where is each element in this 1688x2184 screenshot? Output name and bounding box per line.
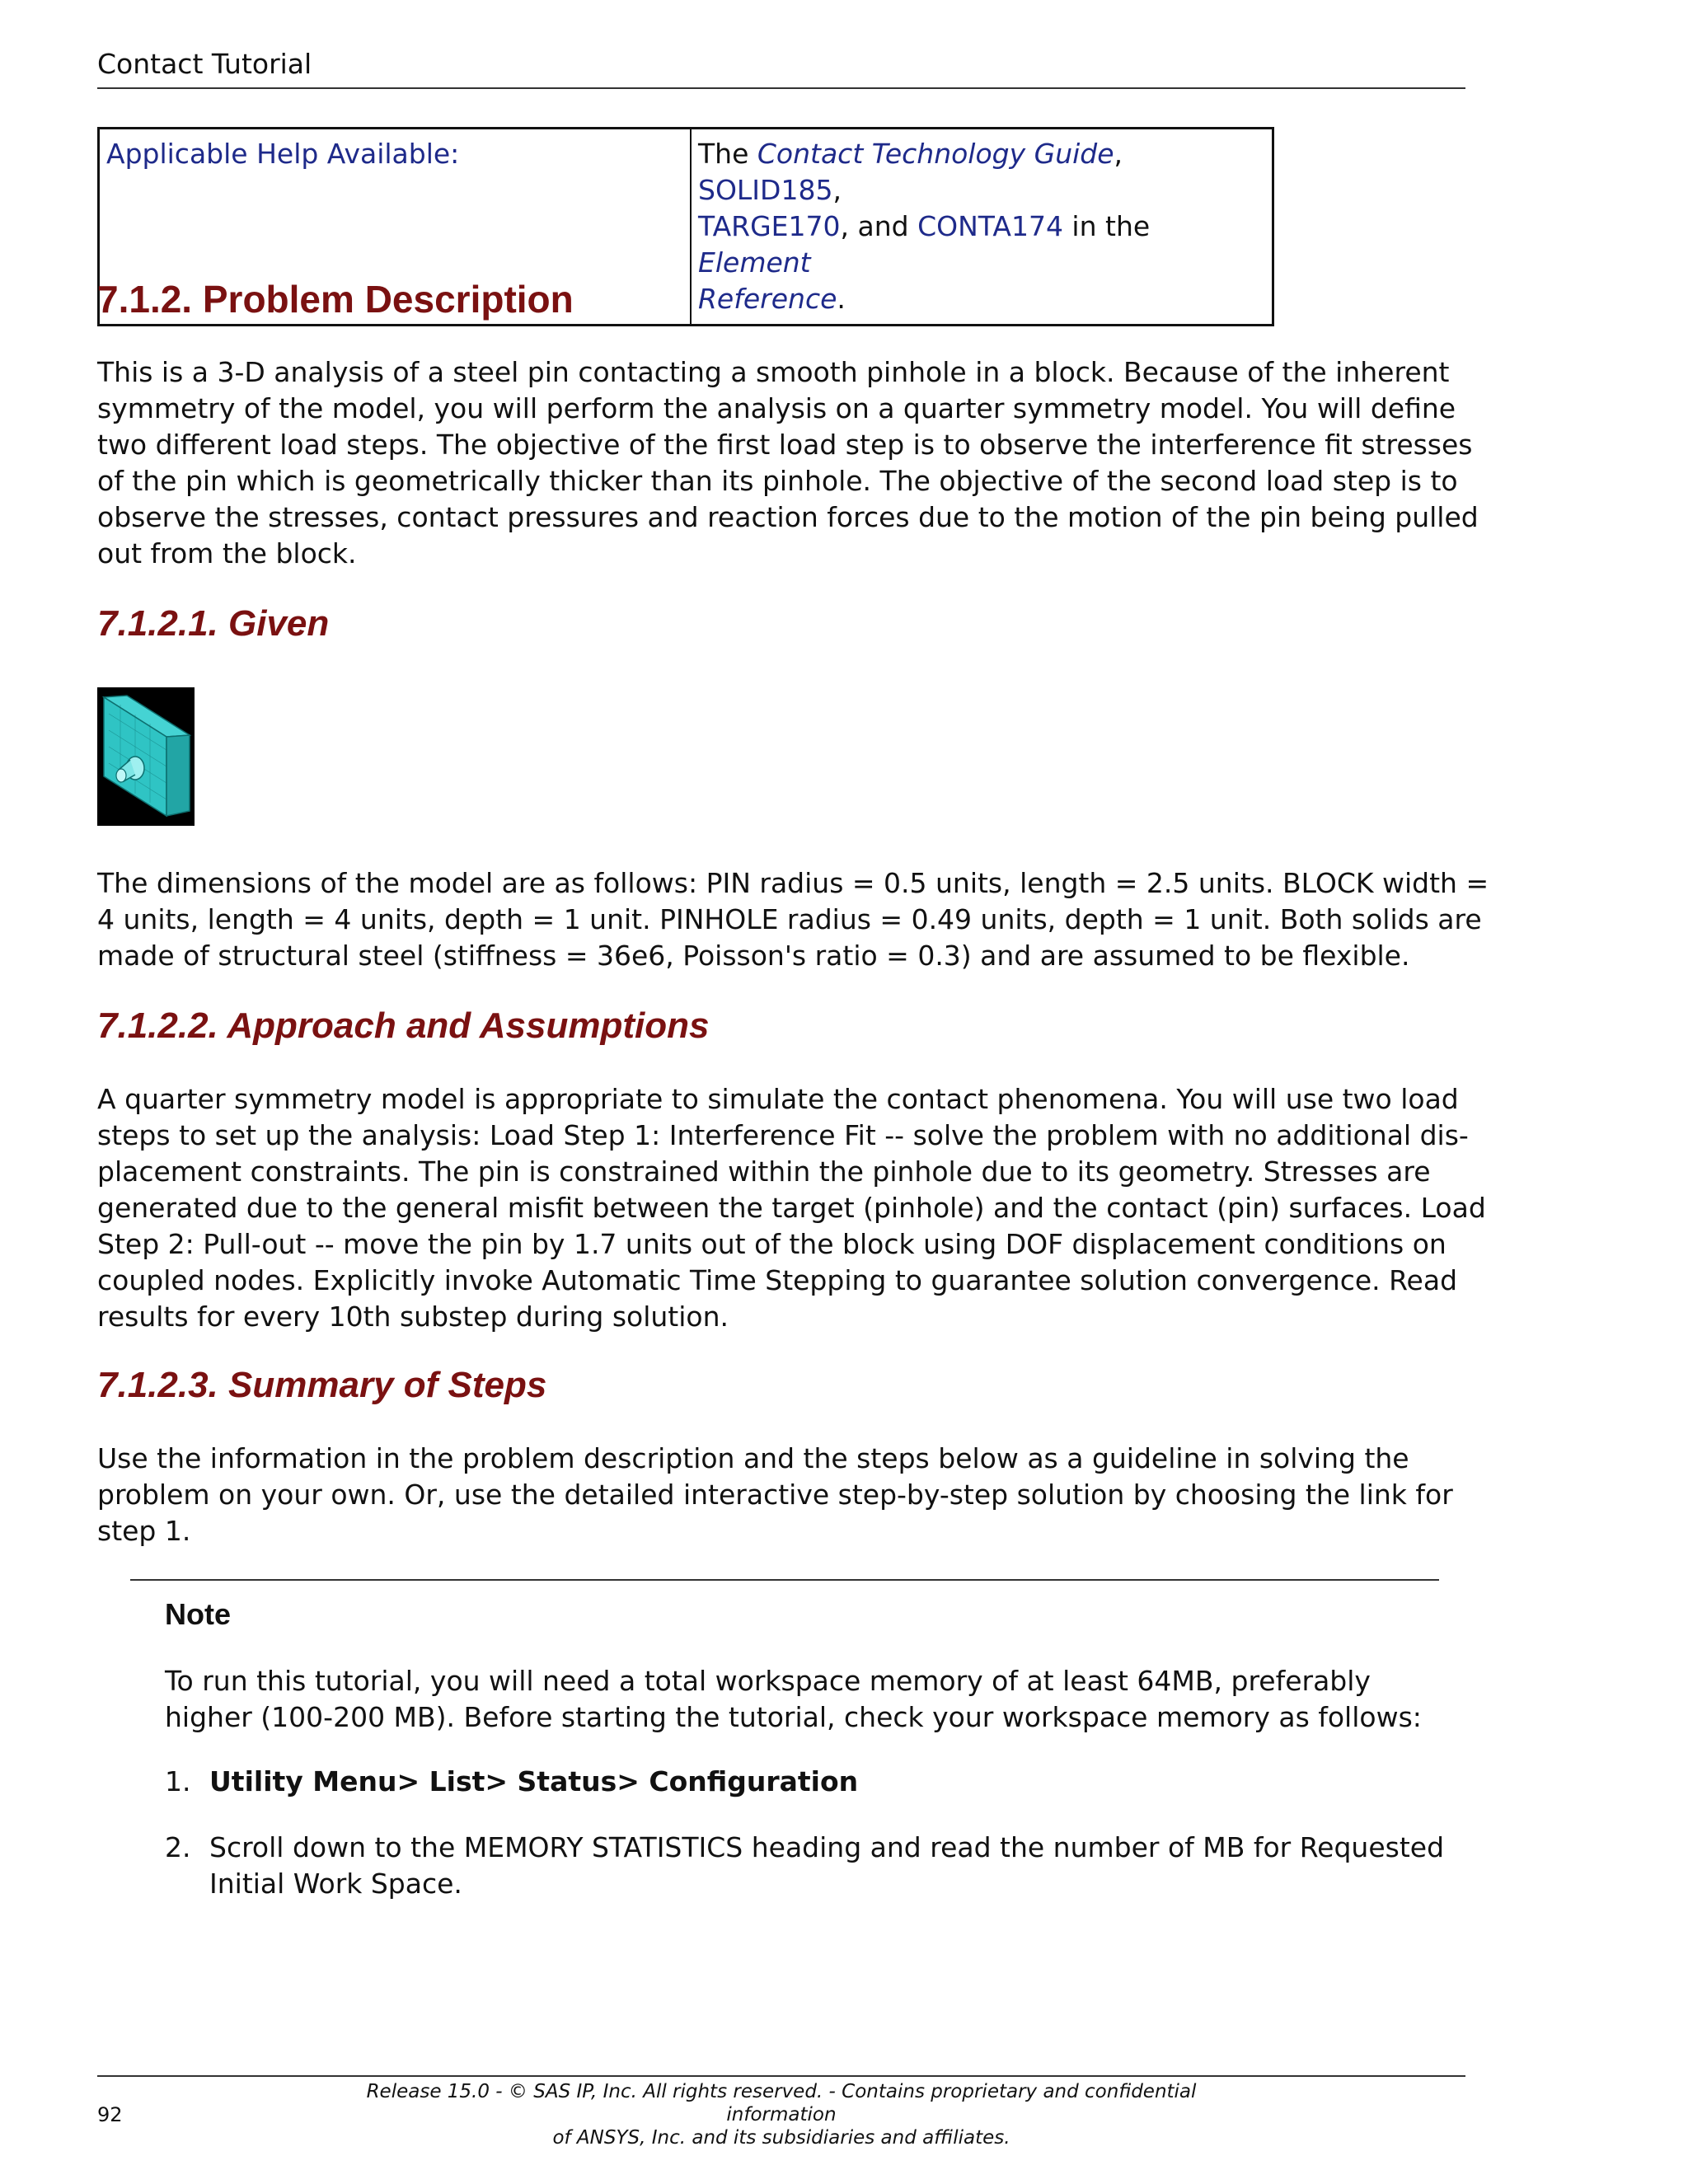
step-number: 1. bbox=[165, 1765, 191, 1797]
subsection-heading-summary: 7.1.2.3. Summary of Steps bbox=[97, 1365, 547, 1405]
note-body: To run this tutorial, you will need a total workspace memory of at least 64MB, preferably higher (100-200 MB). Before starting the tutorial, check your workspace memory as follows: bbox=[165, 1665, 1422, 1733]
help-label-cell: Applicable Help Available: bbox=[99, 129, 692, 326]
menu-path-text: Utility Menu> List> Status> Configuration bbox=[209, 1765, 859, 1797]
model-figure bbox=[97, 687, 195, 826]
conta174-link[interactable]: CONTA174 bbox=[917, 210, 1063, 242]
page-number: 92 bbox=[97, 2103, 123, 2126]
subsection-heading-given: 7.1.2.1. Given bbox=[97, 603, 330, 644]
element-reference-link-part2[interactable]: Reference bbox=[698, 283, 837, 315]
summary-paragraph: Use the information in the problem description and the steps below as a guideline in solving the problem on your own. Or, use the detailed interactive step-by-step solution by choosing the link for step 1. bbox=[97, 1442, 1453, 1547]
copyright-notice: Release 15.0 - © SAS IP, Inc. All rights reserved. - Contains proprietary and confidential information of ANSYS, Inc. and its subsidiaries and affiliates. bbox=[366, 2081, 1197, 2149]
step-text: Scroll down to the MEMORY STATISTICS heading and read the number of MB for Requested Initial Work Space. bbox=[209, 1831, 1445, 1900]
subsection-heading-approach: 7.1.2.2. Approach and Assumptions bbox=[97, 1005, 710, 1046]
page-header bbox=[97, 46, 1465, 89]
targe170-link[interactable]: TARGE170 bbox=[698, 210, 841, 242]
help-content-cell: The Contact Technology Guide, SOLID185, TARGE170, and CONTA174 in the Element Reference. bbox=[691, 129, 1273, 326]
element-reference-link-part1[interactable]: Element bbox=[698, 246, 811, 279]
given-dimensions-paragraph: The dimensions of the model are as follows: PIN radius = 0.5 units, length = 2.5 units. BLOCK width = 4 units, length = 4 units, depth = 1 unit. PINHOLE radius = 0.49 units, depth = 1 unit. Both solids are made of structural steel (stiffness = 36e6, Poisson's ratio = 0.3) and are assumed to be flexible. bbox=[97, 867, 1489, 972]
contact-technology-guide-link[interactable]: Contact Technology Guide bbox=[757, 138, 1114, 170]
section-heading-problem-description: 7.1.2. Problem Description bbox=[97, 278, 574, 321]
note-box bbox=[130, 1579, 1445, 1927]
approach-paragraph: A quarter symmetry model is appropriate to simulate the contact phenomena. You will use two load steps to set up the analysis: Load Step 1: Interference Fit -- solve the problem with no additional dis- placement constraints. The pin is constrained within the pinhole due to its geometry. Stresses are generated due to the general misfit between the target (pinhole) and the contact (pin) surfaces. Load Step 2: Pull-out -- move the pin by 1.7 units out of the block using DOF displacement conditions on coupled nodes. Explicitly invoke Automatic Time Stepping to guarantee solution convergence. Read results for every 10th substep during solution. bbox=[97, 1083, 1486, 1333]
running-header-title: Contact Tutorial bbox=[97, 48, 312, 80]
page-footer bbox=[97, 2075, 1465, 2149]
problem-description-paragraph: This is a 3-D analysis of a steel pin contacting a smooth pinhole in a block. Because of the inherent symmetry of the model, you will perform the analysis on a quarter symmetry model. You will define two different load steps. The objective of the first load step is to observe the interference fit stresses of the pin which is geometrically thicker than its pinhole. The objective of the second load step is to observe the stresses, contact pressures and reaction forces due to the motion of the pin being pulled out from the block. bbox=[97, 356, 1479, 569]
solid185-link[interactable]: SOLID185 bbox=[698, 174, 833, 206]
note-title: Note bbox=[165, 1597, 231, 1631]
step-number: 2. bbox=[165, 1831, 191, 1863]
